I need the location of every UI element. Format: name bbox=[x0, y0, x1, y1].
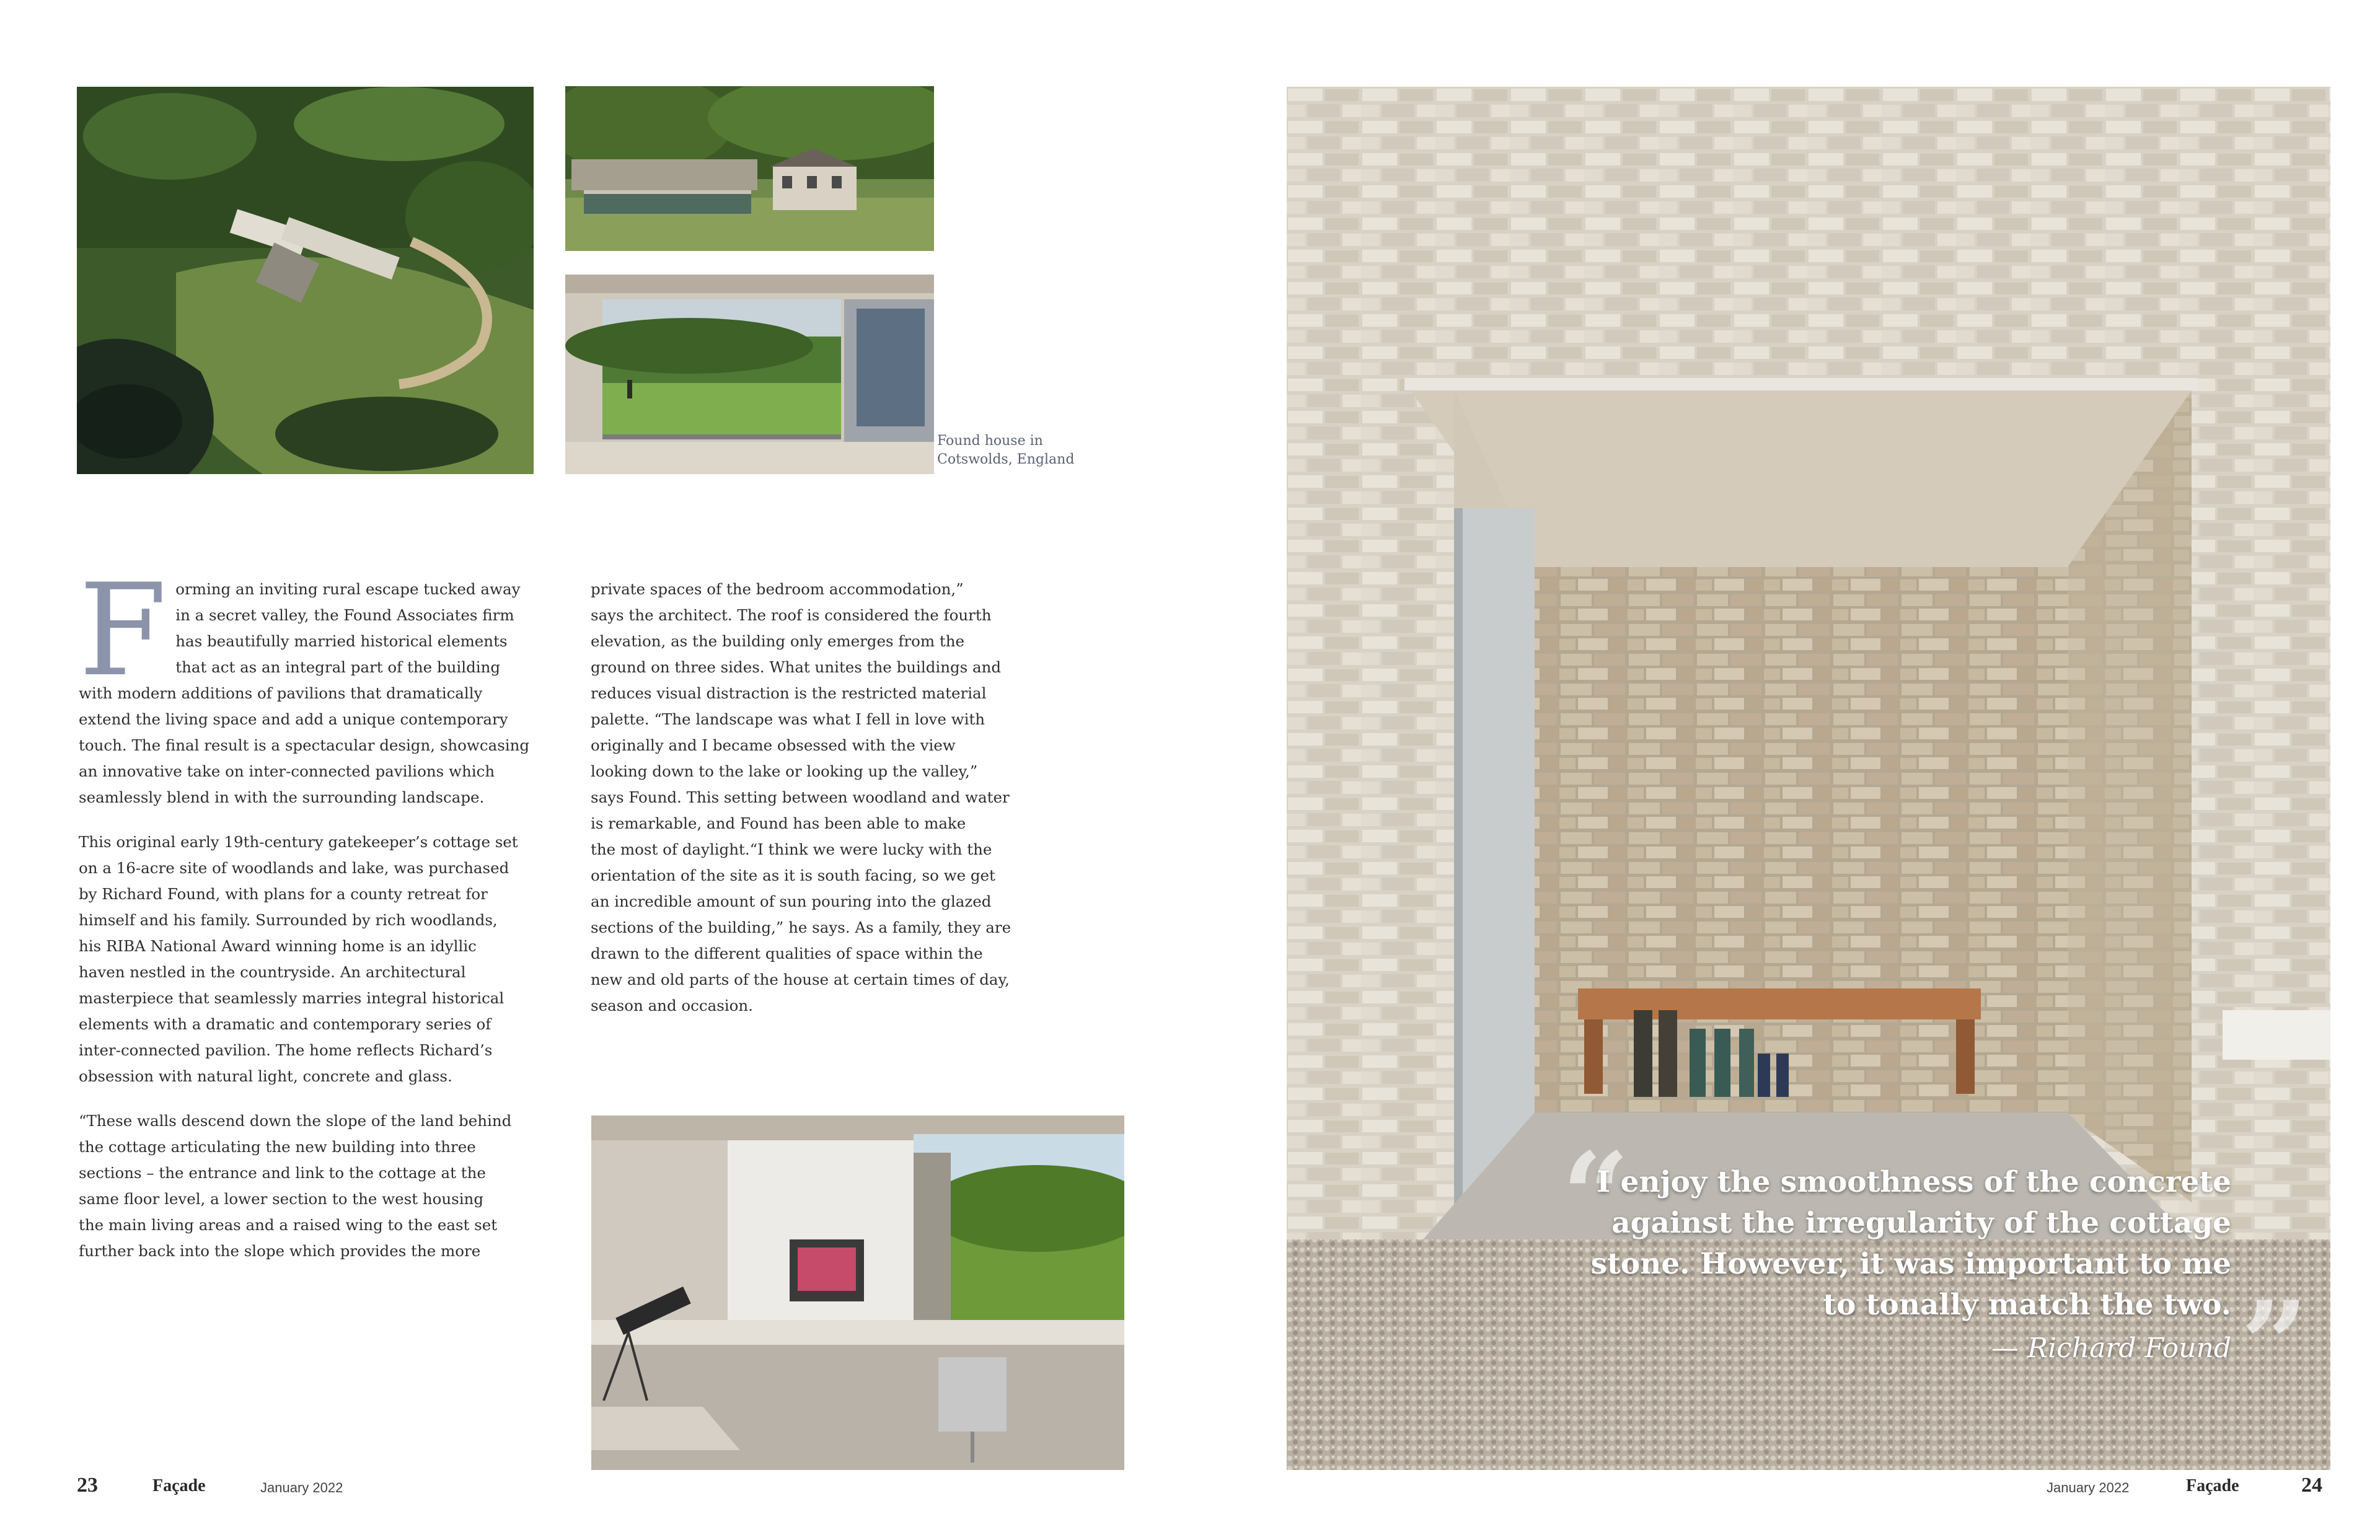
open-quote-mark: “ bbox=[1562, 1127, 1630, 1265]
text-column-middle bbox=[591, 576, 1062, 1037]
magazine-name-left: Façade bbox=[152, 1476, 206, 1495]
issue-date-right: January 2022 bbox=[2047, 1480, 2130, 1495]
paragraph-2: This original early 19th-century gatekeeper’s cottage set on a 16-acre site of woodlands and lake, was purchased by Richard Found, with plans for a county retreat for himself and his family. Surrounded by rich woodlands, his RIBA National Award winning home is an idyllic haven nestled in the countryside. An architectural masterpiece that seamlessly marries integral historical elements with a dramatic and contemporary series of inter-connected pavilion. The home reflects Richard’s obsession with natural light, concrete and glass. bbox=[79, 833, 518, 1085]
pull-quote bbox=[1549, 1162, 2231, 1370]
page-number-right: 24 bbox=[2301, 1474, 2322, 1497]
intro-paragraph-text: orming an inviting rural escape tucked away in a secret valley, the Found Associates firm has beautifully married historical elements that act as an integral part of the building with modern additions of pavilions that dramatically extend the living space and add a unique contemporary touch. The final result is a spectacular design, showcasing an innovative take on inter-connected pavilions which seamlessly blend in with the surrounding landscape. bbox=[79, 580, 530, 806]
photo-caption: Found house in Cotswolds, England bbox=[937, 433, 1075, 467]
text-column-left bbox=[79, 557, 537, 1283]
issue-date-left: January 2022 bbox=[260, 1480, 343, 1495]
intro-paragraph bbox=[79, 557, 537, 811]
interior-window-photo bbox=[565, 275, 934, 474]
pull-quote-text: I enjoy the smoothness of the concrete against the irregularity of the cottage stone. However, it was important to me to tonally match the two. bbox=[1590, 1165, 2231, 1322]
drop-cap: F bbox=[79, 557, 167, 705]
paragraph-3: “These walls descend down the slope of the land behind the cottage articulating the new building into three sections – the entrance and link to the cottage at the same floor level, a lower section to the west housing the main living areas and a raised wing to the east set further back into the slope which provides the more bbox=[79, 1112, 512, 1260]
exterior-photo bbox=[565, 86, 934, 251]
magazine-name-right: Façade bbox=[2186, 1476, 2239, 1495]
pull-quote-attribution: — Richard Found bbox=[1991, 1332, 2231, 1364]
page-number-left: 23 bbox=[77, 1474, 98, 1497]
living-room-photo bbox=[591, 1115, 1124, 1470]
aerial-photo bbox=[77, 87, 534, 474]
paragraph-4: private spaces of the bedroom accommodation,” says the architect. The roof is considered the fourth elevation, as the building only emerges from the ground on three sides. What unites the buildings and reduces visual distraction is the restricted material palette. “The landscape was what I fell in love with originally and I became obsessed with the view looking down to the lake or looking up the valley,” says Found. This setting between woodland and water is remarkable, and Found has been able to make the most of daylight.“I think we were lucky with the orientation of the site as it is south facing, so we get an incredible amount of sun pouring into the glazed sections of the building,” he says. As a family, they are drawn to the different qualities of space within the new and old parts of the house at certain times of day, season and occasion. bbox=[591, 580, 1011, 1014]
close-quote-mark: ” bbox=[2241, 1275, 2309, 1414]
